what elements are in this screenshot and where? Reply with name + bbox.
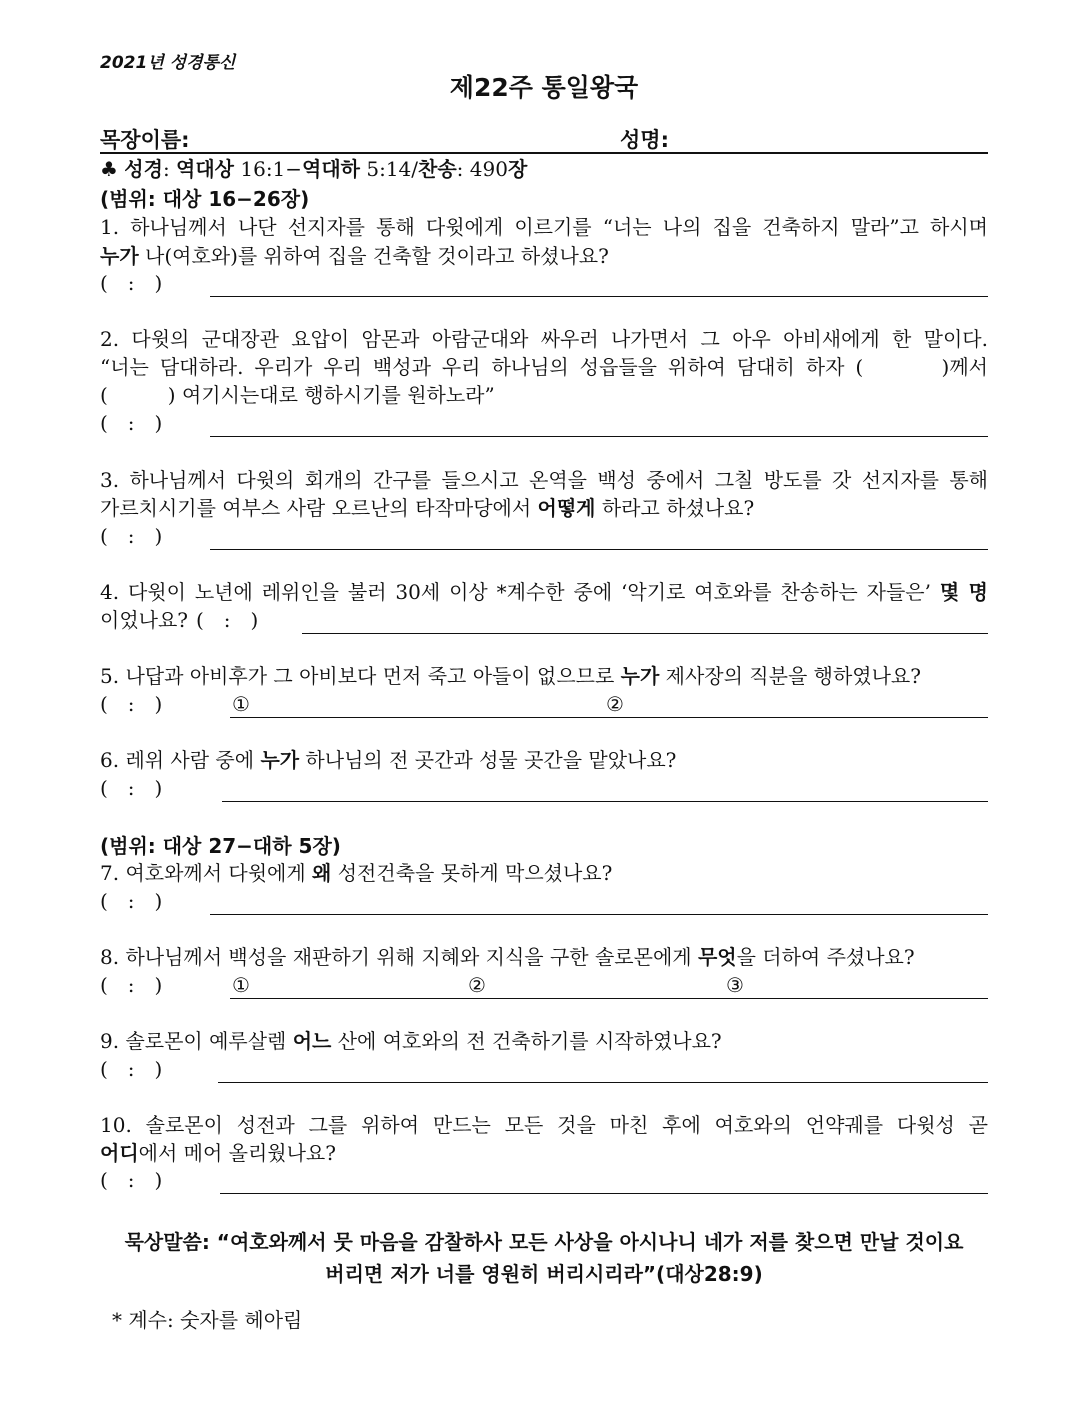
answer-row-8[interactable] — [100, 971, 988, 1001]
question-4-line1: 4. 다윗이 노년에 레위인을 불러 30세 이상 *계수한 중에 ‘악기로 여호와를 찬송하는 자들은’ 몇 명 — [100, 580, 988, 604]
question-9-line1: 9. 솔로몬이 예루살렘 어느 산에 여호와의 전 건축하기를 시작하였나요? — [100, 1029, 722, 1053]
answer-row-9[interactable] — [100, 1055, 988, 1085]
question-2-line1: 2. 다윗의 군대장관 요압이 암몬과 아람군대와 싸우러 나가면서 그 아우 아비새에게 한 말이다. — [100, 327, 988, 351]
answer-line[interactable] — [230, 998, 988, 999]
answer-bracket: ( : ) — [100, 973, 163, 997]
question-2-line3: ( ) 여기시는대로 행하시기를 원하노라” — [100, 383, 495, 407]
answer-line[interactable] — [210, 436, 988, 437]
answer-mark-2: ② — [606, 692, 624, 716]
question-1-line1: 1. 하나님께서 나단 선지자를 통해 다윗에게 이르기를 “너는 나의 집을 건축하지 말라”고 하시며 — [100, 215, 988, 239]
answer-bracket: ( : ) — [100, 524, 163, 548]
answer-line[interactable] — [210, 914, 988, 915]
answer-row-5[interactable] — [100, 690, 988, 720]
answer-bracket: ( : ) — [100, 411, 163, 435]
question-5-line1: 5. 나답과 아비후가 그 아비보다 먼저 죽고 아들이 없으므로 누가 제사장의 직분을 행하였나요? — [100, 664, 921, 688]
answer-bracket: ( : ) — [100, 271, 163, 295]
answer-bracket: ( : ) — [100, 692, 163, 716]
page-title: 제22주 통일왕국 — [449, 73, 639, 102]
answer-row-4[interactable] — [100, 606, 988, 636]
footnote: * 계수: 숫자를 헤아림 — [112, 1308, 303, 1332]
memory-verse-line2: 버리면 저가 너를 영원히 버리시리라”(대상28:9) — [325, 1262, 763, 1286]
answer-line[interactable] — [222, 801, 988, 802]
question-4-line2: 이었나요? — [100, 608, 189, 632]
question-10-line2: 어디에서 메어 올리웠나요? — [100, 1141, 336, 1165]
answer-mark-1: ① — [232, 692, 250, 716]
year-label: 2021년 성경통신 — [100, 53, 236, 73]
answer-line[interactable] — [220, 1193, 988, 1194]
answer-bracket: ( : ) — [100, 776, 163, 800]
question-6-line1: 6. 레위 사람 중에 누가 하나님의 전 곳간과 성물 곳간을 맡았나요? — [100, 748, 677, 772]
reading-line: ♣ 성경: 역대상 16:1−역대하 5:14/찬송: 490장 — [100, 157, 528, 181]
question-3-line1: 3. 하나님께서 다윗의 회개의 간구를 들으시고 온역을 백성 중에서 그칠 방도를 갓 선지자를 통해 — [100, 468, 988, 492]
person-name-label: 성명: — [620, 128, 669, 152]
answer-row-2[interactable] — [100, 409, 988, 439]
memory-verse-line1: 묵상말씀: “여호와께서 뭇 마음을 감찰하사 모든 사상을 아시나니 네가 저를 찾으면 만날 것이요 — [124, 1230, 964, 1254]
section-label: (범위: 대상 16−26장) — [100, 187, 310, 211]
question-3-line2: 가르치시기를 여부스 사람 오르난의 타작마당에서 어떻게 하라고 하셨나요? — [100, 496, 755, 520]
section-label: (범위: 대상 27−대하 5장) — [100, 834, 341, 858]
club-icon: ♣ — [100, 157, 118, 181]
question-8-line1: 8. 하나님께서 백성을 재판하기 위해 지혜와 지식을 구한 솔로몬에게 무엇을 더하여 주셨나요? — [100, 945, 915, 969]
answer-bracket: ( : ) — [100, 1057, 163, 1081]
question-2-line2: “너는 담대하라. 우리가 우리 백성과 우리 하나님의 성읍들을 위하여 담대히 하자 ( )께서 — [100, 355, 988, 379]
answer-bracket: ( : ) — [100, 1168, 163, 1192]
answer-mark-2: ② — [468, 973, 486, 997]
answer-bracket: ( : ) — [196, 608, 259, 632]
question-7-line1: 7. 여호와께서 다윗에게 왜 성전건축을 못하게 막으셨나요? — [100, 861, 613, 885]
answer-row-7[interactable] — [100, 887, 988, 917]
answer-row-10[interactable] — [100, 1166, 988, 1196]
answer-bracket: ( : ) — [100, 889, 163, 913]
question-1-line2: 누가 나(여호와)를 위하여 집을 건축할 것이라고 하셨나요? — [100, 244, 609, 268]
question-10-line1: 10. 솔로몬이 성전과 그를 위하여 만드는 모든 것을 마친 후에 여호와의 언약궤를 다윗성 곧 — [100, 1113, 988, 1137]
answer-line[interactable] — [210, 296, 988, 297]
answer-row-6[interactable] — [100, 774, 988, 804]
answer-line[interactable] — [218, 1082, 988, 1083]
answer-line[interactable] — [210, 549, 988, 550]
answer-line[interactable] — [302, 633, 988, 634]
answer-mark-1: ① — [232, 973, 250, 997]
group-name-label: 목장이름: — [100, 128, 190, 152]
answer-row-1[interactable] — [100, 269, 988, 299]
answer-mark-3: ③ — [726, 973, 744, 997]
answer-row-3[interactable] — [100, 522, 988, 552]
name-row — [100, 120, 988, 154]
